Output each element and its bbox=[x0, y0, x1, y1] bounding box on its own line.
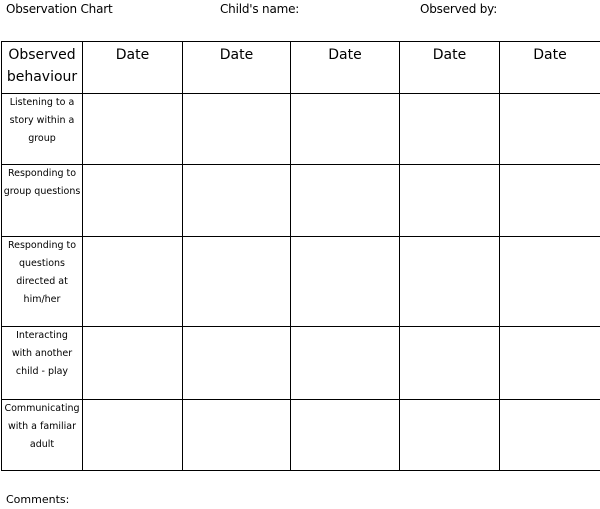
observation-table bbox=[1, 41, 600, 471]
observation-cell[interactable] bbox=[83, 165, 183, 237]
behaviour-text-line: group bbox=[28, 133, 56, 144]
behaviour-text-line: Responding to bbox=[7, 240, 77, 251]
observation-cell[interactable] bbox=[83, 400, 183, 471]
behaviour-text-line: questions bbox=[19, 258, 65, 269]
observation-cell[interactable] bbox=[183, 94, 291, 165]
observation-cell[interactable] bbox=[83, 327, 183, 400]
observation-cell[interactable] bbox=[291, 94, 400, 165]
table-row bbox=[2, 237, 600, 327]
observation-cell[interactable] bbox=[500, 327, 600, 400]
observation-cell[interactable] bbox=[500, 237, 600, 327]
header-row bbox=[2, 42, 600, 94]
observed-behaviour-header-line: behaviour bbox=[6, 69, 78, 85]
observation-cell[interactable] bbox=[500, 165, 600, 237]
observation-cell[interactable] bbox=[291, 327, 400, 400]
observation-cell[interactable] bbox=[291, 165, 400, 237]
table-row bbox=[2, 165, 600, 237]
observation-cell[interactable] bbox=[400, 94, 500, 165]
behaviour-text-line: child - play bbox=[15, 366, 69, 377]
date-header: Date bbox=[83, 42, 183, 94]
behaviour-text-line: him/her bbox=[23, 294, 61, 305]
observed-behaviour-header-line: Observed bbox=[8, 47, 76, 63]
date-header: Date bbox=[291, 42, 400, 94]
behaviour-cell bbox=[2, 400, 83, 471]
chart-title: Observation Chart bbox=[6, 2, 113, 16]
date-header: Date bbox=[183, 42, 291, 94]
behaviour-cell bbox=[2, 94, 83, 165]
behaviour-text-line: adult bbox=[29, 439, 55, 450]
comments-label: Comments: bbox=[6, 493, 70, 506]
behaviour-text-line: story within a bbox=[9, 115, 75, 126]
observation-cell[interactable] bbox=[83, 237, 183, 327]
observation-cell[interactable] bbox=[400, 165, 500, 237]
date-header: Date bbox=[500, 42, 600, 94]
observation-cell[interactable] bbox=[183, 165, 291, 237]
observation-cell[interactable] bbox=[183, 327, 291, 400]
behaviour-text-line: with a familiar bbox=[7, 421, 77, 432]
observation-cell[interactable] bbox=[500, 94, 600, 165]
behaviour-text-line: directed at bbox=[16, 276, 68, 287]
table-row bbox=[2, 94, 600, 165]
behaviour-text-line: with another bbox=[11, 348, 73, 359]
behaviour-text-line: Responding to bbox=[7, 168, 77, 179]
observation-cell[interactable] bbox=[83, 94, 183, 165]
behaviour-text-line: Interacting bbox=[16, 330, 68, 341]
behaviour-cell bbox=[2, 165, 83, 237]
observation-cell[interactable] bbox=[400, 237, 500, 327]
behaviour-cell bbox=[2, 327, 83, 400]
observation-cell[interactable] bbox=[183, 237, 291, 327]
table-row bbox=[2, 400, 600, 471]
childs-name-label: Child's name: bbox=[220, 2, 300, 16]
table-row bbox=[2, 327, 600, 400]
observation-cell[interactable] bbox=[400, 400, 500, 471]
observation-cell[interactable] bbox=[500, 400, 600, 471]
observation-cell[interactable] bbox=[400, 327, 500, 400]
observation-cell[interactable] bbox=[291, 237, 400, 327]
observation-cell[interactable] bbox=[291, 400, 400, 471]
behaviour-text-line: group questions bbox=[3, 186, 81, 197]
behaviour-cell bbox=[2, 237, 83, 327]
observed-by-label: Observed by: bbox=[420, 2, 498, 16]
observation-cell[interactable] bbox=[183, 400, 291, 471]
date-header: Date bbox=[400, 42, 500, 94]
behaviour-text-line: Communicating bbox=[4, 403, 80, 414]
observed-behaviour-header bbox=[2, 42, 83, 94]
behaviour-text-line: Listening to a bbox=[9, 97, 75, 108]
